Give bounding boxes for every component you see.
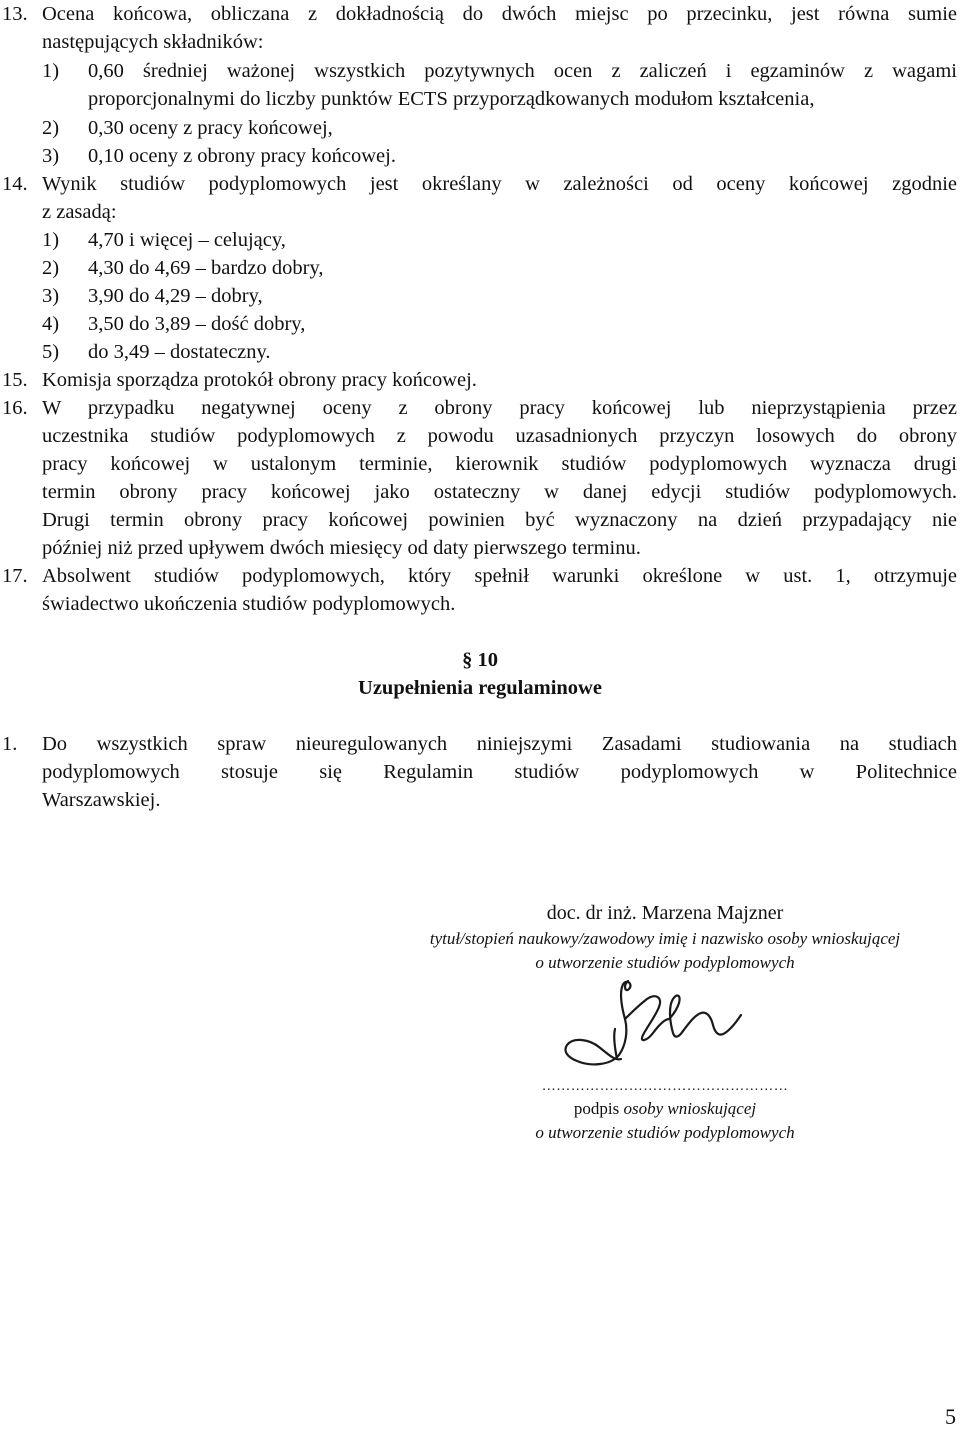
paragraph-16-line-4: termin obrony pracy końcowej jako ostateczny w danej edycji studiów podyplomowych. (42, 481, 957, 503)
item-13-1-line-1: 0,60 średniej ważonej wszystkich pozytywnych ocen z zaliczeń i egzaminów z wagami (88, 60, 957, 82)
paragraph-number-16: 16. (2, 397, 28, 419)
grade-item-number: 3) (42, 285, 60, 307)
grade-item-text: do 3,49 – dostateczny. (88, 341, 271, 363)
signature-caption-italic: osoby wnioskującej (623, 1099, 757, 1118)
paragraph-number-14: 14. (2, 173, 28, 195)
signature-dotted-line: …………………………………………… (541, 1079, 789, 1094)
signature-caption-line-1 (380, 1097, 950, 1121)
item-13-2-number: 2) (42, 117, 60, 139)
paragraph-13-line-2: następujących składników: (42, 31, 264, 53)
grade-item-number: 1) (42, 229, 60, 251)
paragraph-15-text: Komisja sporządza protokół obrony pracy końcowej. (42, 369, 477, 391)
item-13-3-text: 0,10 oceny z obrony pracy końcowej. (88, 145, 396, 167)
paragraph-number-15: 15. (2, 369, 28, 391)
paragraph-16-line-2: uczestnika studiów podyplomowych z powodu uzasadnionych przyczyn losowych do obrony (42, 425, 957, 447)
paragraph-number-17: 17. (2, 565, 28, 587)
grade-item-text: 3,90 do 4,29 – dobry, (88, 285, 263, 307)
section-10-point-1-number: 1. (2, 733, 18, 755)
page-number: 5 (945, 1404, 956, 1429)
grade-item-text: 4,30 do 4,69 – bardzo dobry, (88, 257, 324, 279)
paragraph-13-line-1: Ocena końcowa, obliczana z dokładnością do dwóch miejsc po przecinku, jest równa sumie (42, 3, 957, 25)
paragraph-14-line-1: Wynik studiów podyplomowych jest określany w zależności od oceny końcowej zgodnie (42, 173, 957, 195)
paragraph-14-line-2: z zasadą: (42, 201, 117, 223)
item-13-2-text: 0,30 oceny z pracy końcowej, (88, 117, 333, 139)
signatory-caption-line-2: o utworzenie studiów podyplomowych (535, 953, 795, 972)
paragraph-16-line-6: później niż przed upływem dwóch miesięcy od daty pierwszego terminu. (42, 537, 641, 559)
signature-caption-plain: podpis (573, 1099, 620, 1118)
paragraph-16-line-5: Drugi termin obrony pracy końcowej powinien być wyznaczony na dzień przypadający nie (42, 509, 957, 531)
paragraph-16-line-3: pracy końcowej w ustalonym terminie, kierownik studiów podyplomowych wyznacza drugi (42, 453, 957, 475)
grade-item-number: 2) (42, 257, 60, 279)
signatory-caption-line-1: tytuł/stopień naukowy/zawodowy imię i nazwisko osoby wnioskującej (429, 929, 901, 948)
grade-item-text: 4,70 i więcej – celujący, (88, 229, 286, 251)
item-13-1-number: 1) (42, 60, 60, 82)
section-10-point-1-line-3: Warszawskiej. (42, 789, 161, 811)
handwritten-signature (555, 975, 765, 1075)
item-13-1-line-2: proporcjonalnymi do liczby punktów ECTS przyporządkowanych modułom kształcenia, (88, 88, 815, 110)
paragraph-17-line-2: świadectwo ukończenia studiów podyplomowych. (42, 593, 456, 615)
grade-item-text: 3,50 do 3,89 – dość dobry, (88, 313, 306, 335)
section-10-point-1-line-2: podyplomowych stosuje się Regulamin studiów podyplomowych w Politechnice (42, 761, 957, 783)
signature-caption-line-2: o utworzenie studiów podyplomowych (535, 1123, 795, 1142)
grade-item-number: 5) (42, 341, 60, 363)
section-title: Uzupełnienia regulaminowe (358, 677, 602, 699)
signatory-name: doc. dr inż. Marzena Majzner (546, 902, 784, 924)
grade-item-number: 4) (42, 313, 60, 335)
section-number: § 10 (462, 649, 498, 671)
section-10-point-1-line-1: Do wszystkich spraw nieuregulowanych niniejszymi Zasadami studiowania na studiach (42, 733, 957, 755)
paragraph-17-line-1: Absolwent studiów podyplomowych, który spełnił warunki określone w ust. 1, otrzymuje (42, 565, 957, 587)
paragraph-16-line-1: W przypadku negatywnej oceny z obrony pracy końcowej lub nieprzystąpienia przez (42, 397, 957, 419)
item-13-3-number: 3) (42, 145, 60, 167)
paragraph-number-13: 13. (2, 3, 28, 25)
